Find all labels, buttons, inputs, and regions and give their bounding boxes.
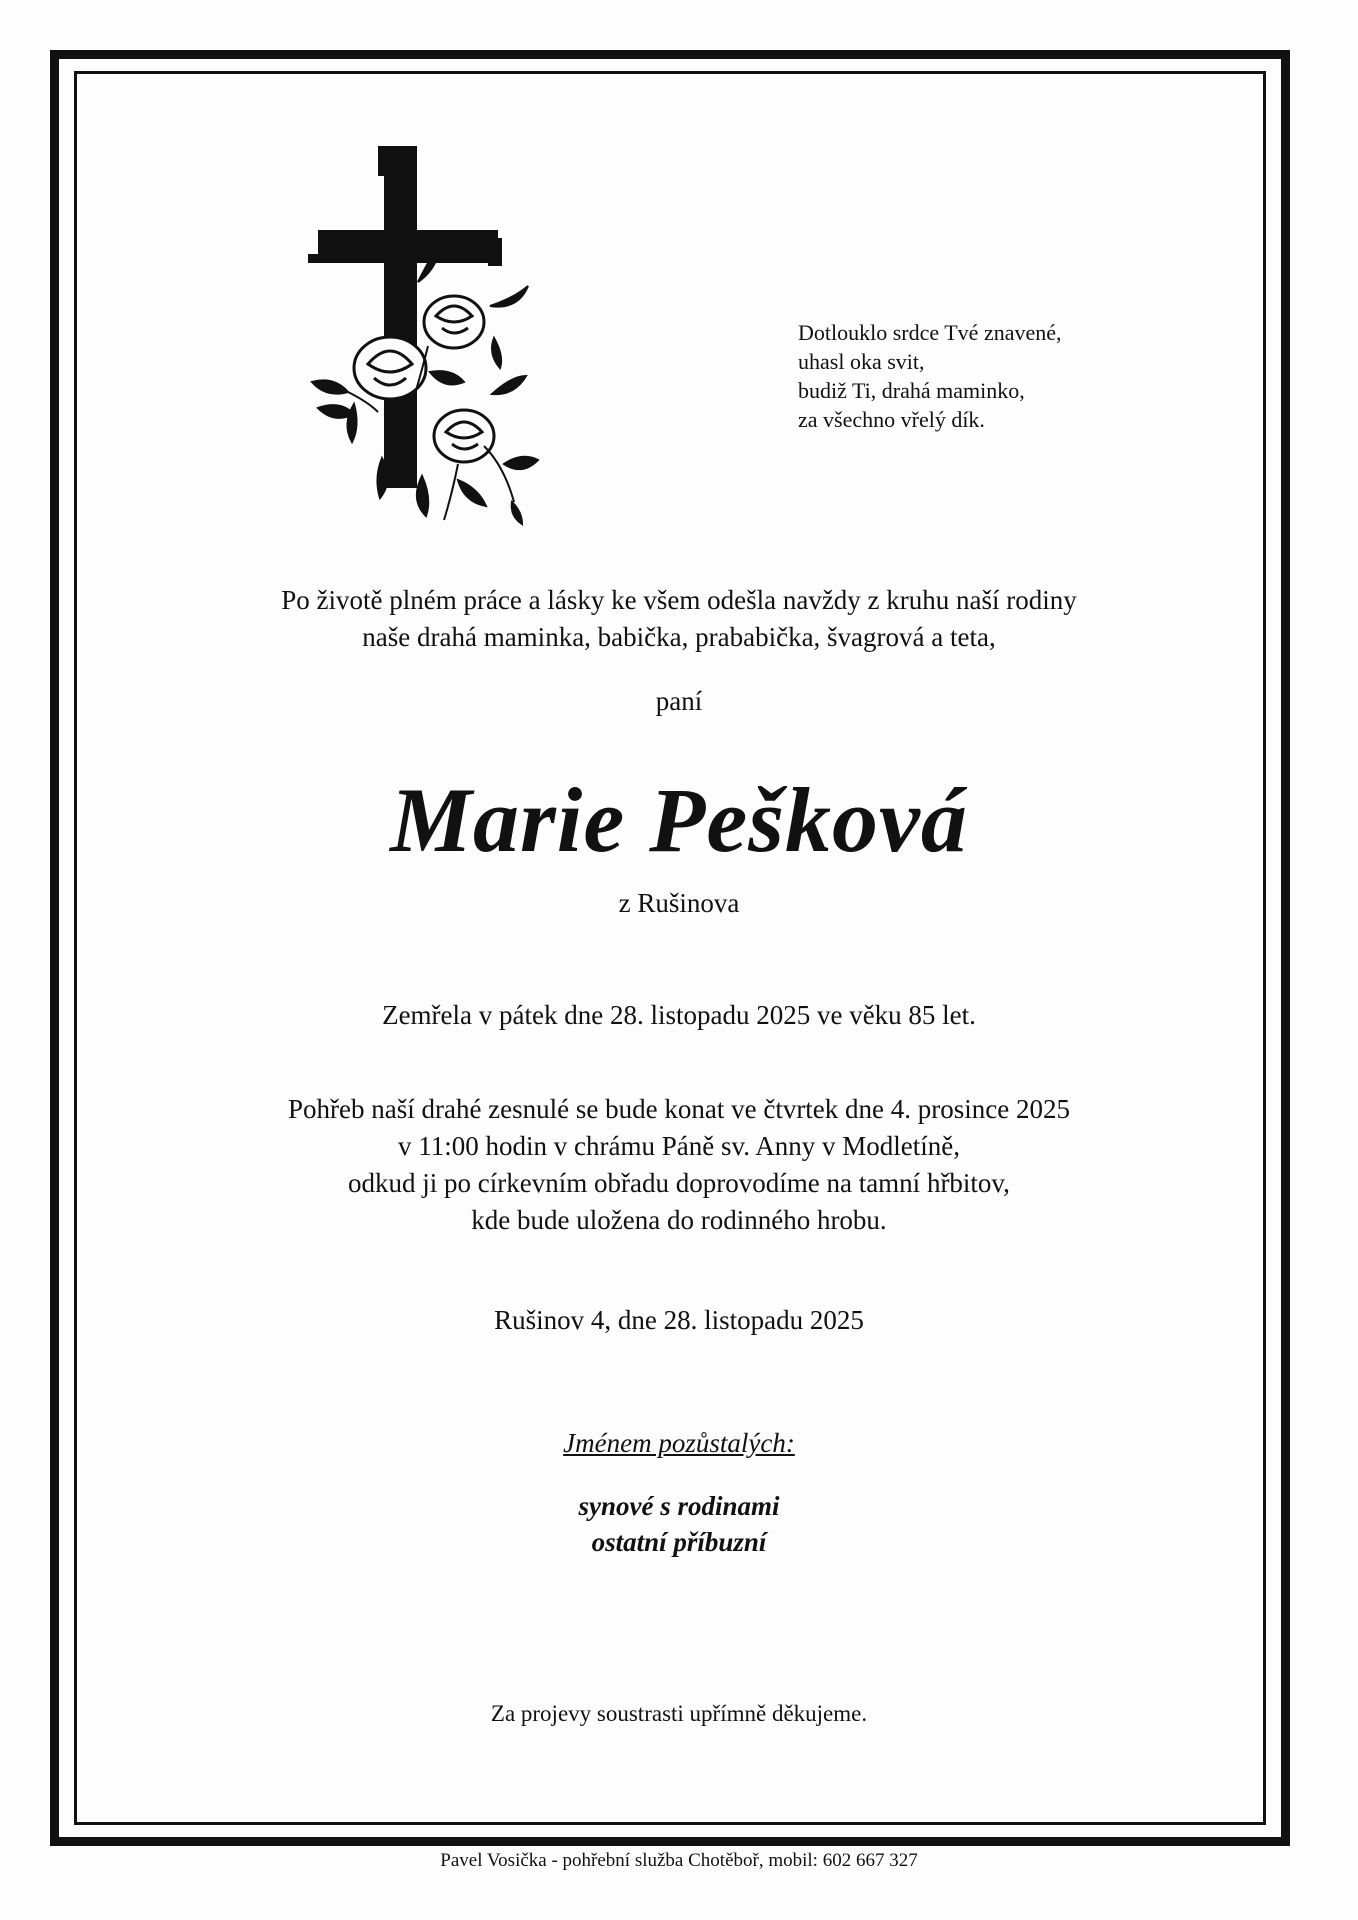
thanks-note: Za projevy soustrasti upřímně děkujeme. bbox=[490, 1701, 868, 1726]
bereaved-names bbox=[0, 1488, 1358, 1560]
death-notice: Zemřela v pátek dne 28. listopadu 2025 ve věku 85 let. bbox=[382, 1000, 976, 1030]
poem-line: budiž Ti, drahá maminko, bbox=[798, 378, 1025, 403]
salutation: paní bbox=[655, 686, 703, 716]
place-and-date: Rušinov 4, dne 28. listopadu 2025 bbox=[494, 1305, 864, 1335]
bereaved-name: ostatní příbuzní bbox=[591, 1527, 767, 1557]
funeral-details bbox=[0, 1091, 1358, 1239]
bereaved-name: synové s rodinami bbox=[578, 1491, 780, 1521]
deceased-origin: z Rušinova bbox=[618, 888, 740, 918]
poem-line: Dotlouklo srdce Tvé znavené, bbox=[798, 320, 1062, 345]
cross-with-roses-icon bbox=[308, 146, 548, 526]
intro-text bbox=[0, 582, 1358, 656]
deceased-name: Marie Pešková bbox=[390, 769, 968, 871]
poem-line: za všechno vřelý dík. bbox=[798, 407, 985, 432]
memorial-poem bbox=[798, 318, 1158, 434]
funeral-line: v 11:00 hodin v chrámu Páně sv. Anny v Modletíně, bbox=[398, 1131, 960, 1161]
funeral-line: kde bude uložena do rodinného hrobu. bbox=[471, 1205, 887, 1235]
funeral-line: odkud ji po církevním obřadu doprovodíme na tamní hřbitov, bbox=[348, 1168, 1010, 1198]
funeral-service-footer: Pavel Vosička - pohřební služba Chotěboř, mobil: 602 667 327 bbox=[440, 1850, 918, 1871]
intro-line: Po životě plném práce a lásky ke všem odešla navždy z kruhu naší rodiny bbox=[281, 585, 1077, 615]
intro-line: naše drahá maminka, babička, prababička, švagrová a teta, bbox=[362, 622, 996, 652]
funeral-line: Pohřeb naší drahé zesnulé se bude konat ve čtvrtek dne 4. prosince 2025 bbox=[287, 1094, 1070, 1124]
poem-line: uhasl oka svit, bbox=[798, 349, 925, 374]
bereaved-heading: Jménem pozůstalých: bbox=[563, 1428, 795, 1458]
